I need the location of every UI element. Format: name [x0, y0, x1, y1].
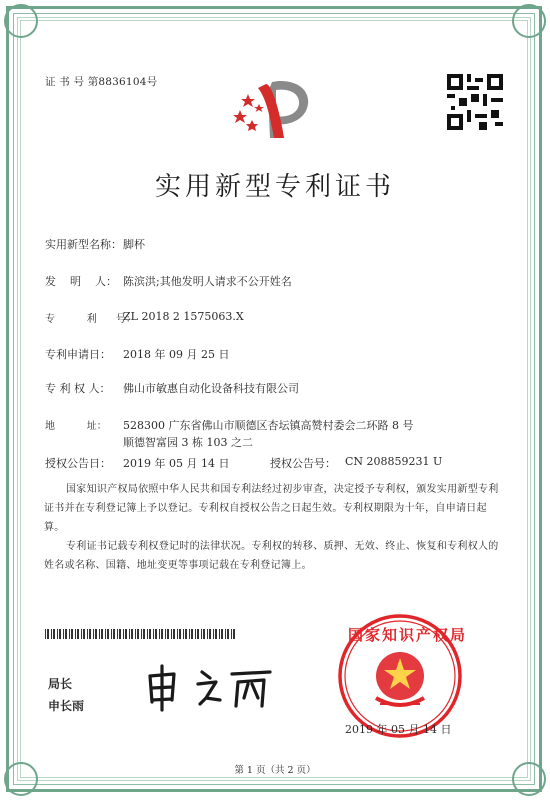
page-footer: 第 1 页（共 2 页） [234, 765, 316, 776]
grant-date-value: 2019 年 05 月 14 日 [123, 457, 230, 470]
filing-date-label: 专利申请日： [45, 348, 111, 361]
grant-date-label: 授权公告日： [45, 457, 111, 470]
utility-model-name-value: 脚杯 [123, 238, 145, 251]
inventor-value: 陈滨洪;其他发明人请求不公开姓名 [123, 275, 292, 288]
patent-number-value: ZL 2018 2 1575063.X [123, 310, 244, 323]
certificate-title: 实用新型专利证书 [154, 172, 395, 202]
certificate-number: 证 书 号 第8836104号 [45, 76, 158, 88]
corner-ornament-icon [4, 4, 38, 38]
grant-statement-paragraph: 国家知识产权局依照中华人民共和国专利法经过初步审查，决定授予专利权，颁发实用新型专利证书并在专利登记簿上予以登记。专利权自授权公告之日起生效。专利权期限为十年，自申请日起算。 [44, 484, 499, 533]
legal-status-paragraph: 专利证书记载专利权登记时的法律状况。专利权的转移、质押、无效、终止、恢复和专利权人的姓名或名称、国籍、地址变更等事项记载在专利登记簿上。 [44, 541, 499, 571]
director-title: 局长 [48, 677, 73, 691]
director-name: 申长雨 [48, 699, 85, 713]
barcode-icon [45, 629, 235, 639]
grant-number-value: CN 208859231 U [345, 455, 443, 468]
patent-number-label: 专 利 号： [45, 314, 136, 325]
utility-model-name-label: 实用新型名称： [45, 238, 122, 251]
cnipa-logo-icon [228, 72, 318, 144]
address-line-2: 顺德智富园 3 栋 103 之二 [123, 436, 253, 449]
qr-code-icon [447, 74, 503, 130]
filing-date-value: 2018 年 09 月 25 日 [123, 348, 230, 361]
address-label: 地 址： [45, 421, 107, 432]
seal-text: 国家知识产权局 [348, 626, 468, 644]
signature-image [140, 662, 290, 712]
address-line-1: 528300 广东省佛山市顺德区杏坛镇高赞村委会二环路 8 号 [123, 419, 414, 432]
patentee-value: 佛山市敏惠自动化设备科技有限公司 [123, 382, 299, 395]
grant-number-label: 授权公告号： [270, 457, 336, 470]
patentee-label: 专 利 权 人： [45, 382, 111, 395]
seal-date: 2019 年 05 月 14 日 [345, 723, 452, 736]
inventor-label: 发 明 人： [45, 275, 117, 288]
corner-ornament-icon [512, 4, 546, 38]
